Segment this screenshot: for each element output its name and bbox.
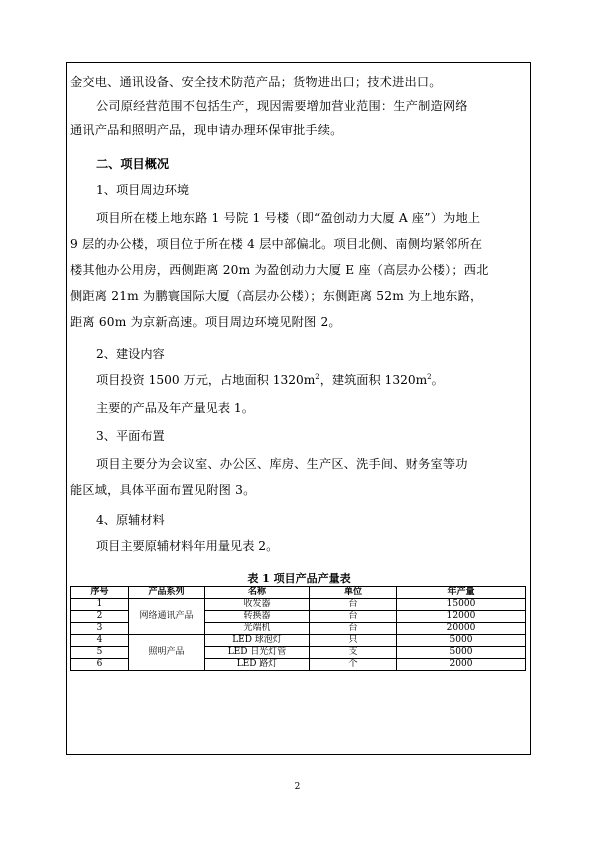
investment-text: 项目投资 1500 万元，占地面积 1320m (96, 373, 316, 387)
annual-output: 5000 (397, 635, 526, 647)
annual-output: 15000 (397, 599, 526, 611)
annual-output: 20000 (397, 623, 526, 635)
unit: 台 (310, 599, 397, 611)
paragraph-line: 通讯产品和照明产品，现申请办理环保审批手续。 (70, 123, 343, 137)
series-cell: 照明产品 (129, 635, 205, 671)
paragraph-line: 能区域，具体平面布置见附图 3。 (70, 483, 256, 497)
annual-output: 12000 (397, 611, 526, 623)
paragraph-line: 主要的产品及年产量见表 1。 (96, 401, 254, 415)
unit: 个 (310, 659, 397, 671)
period: 。 (431, 373, 444, 387)
row-number: 6 (71, 659, 129, 671)
paragraph-line (96, 372, 444, 388)
annual-output: 2000 (397, 659, 526, 671)
table-caption: 表 1 项目产品产量表 (247, 572, 351, 585)
annual-output: 5000 (397, 647, 526, 659)
product-table (70, 586, 526, 671)
row-number: 1 (71, 599, 129, 611)
subsection-heading: 3、平面布置 (96, 429, 165, 443)
paragraph-line: 项目主要分为会议室、办公区、库房、生产区、洗手间、财务室等功 (96, 457, 468, 471)
product-name: LED 日光灯管 (205, 647, 310, 659)
page-number: 2 (294, 782, 301, 792)
paragraph-line: 金交电、通讯设备、安全技术防范产品；货物进出口；技术进出口。 (70, 75, 442, 89)
table-row (71, 599, 526, 611)
paragraph-line: 楼其他办公用房，西侧距离 20m 为盈创动力大厦 E 座（高层办公楼）；西北 (70, 263, 489, 277)
row-number: 2 (71, 611, 129, 623)
product-name: LED 路灯 (205, 659, 310, 671)
paragraph-line: 公司原经营范围不包括生产，现因需要增加营业范围：生产制造网络 (96, 99, 468, 113)
paragraph-line: 侧距离 21m 为鹏寰国际大厦（高层办公楼）；东侧距离 52m 为上地东路， (70, 289, 483, 303)
row-number: 4 (71, 635, 129, 647)
header-cell: 年产量 (397, 587, 526, 599)
paragraph-line: 项目主要原辅材料年用量见表 2。 (96, 539, 279, 553)
paragraph-line: 9 层的办公楼，项目位于所在楼 4 层中部偏北。项目北侧、南侧均紧邻所在 (70, 237, 483, 251)
unit: 只 (310, 635, 397, 647)
header-cell: 名称 (205, 587, 310, 599)
row-number: 3 (71, 623, 129, 635)
table-row (71, 635, 526, 647)
product-name: LED 球泡灯 (205, 635, 310, 647)
product-name: 转换器 (205, 611, 310, 623)
area-text: ，建筑面积 1320m (319, 373, 428, 387)
product-name: 收发器 (205, 599, 310, 611)
table-header-row (71, 587, 526, 599)
product-name: 光端机 (205, 623, 310, 635)
paragraph-line: 距离 60m 为京新高速。项目周边环境见附图 2。 (70, 315, 341, 329)
series-cell: 网络通讯产品 (129, 599, 205, 635)
row-number: 5 (71, 647, 129, 659)
unit: 台 (310, 611, 397, 623)
superscript: 2 (315, 372, 320, 381)
header-cell: 产品系列 (129, 587, 205, 599)
subsection-heading: 4、原辅材料 (96, 513, 165, 527)
unit: 台 (310, 623, 397, 635)
section-heading: 二、项目概况 (96, 157, 170, 171)
header-cell: 序号 (71, 587, 129, 599)
superscript: 2 (427, 372, 432, 381)
paragraph-line: 项目所在楼上地东路 1 号院 1 号楼（即“盈创动力大厦 A 座”）为地上 (96, 211, 481, 225)
subsection-heading: 2、建设内容 (96, 347, 165, 361)
subsection-heading: 1、项目周边环境 (96, 183, 190, 197)
header-cell: 单位 (310, 587, 397, 599)
unit: 支 (310, 647, 397, 659)
